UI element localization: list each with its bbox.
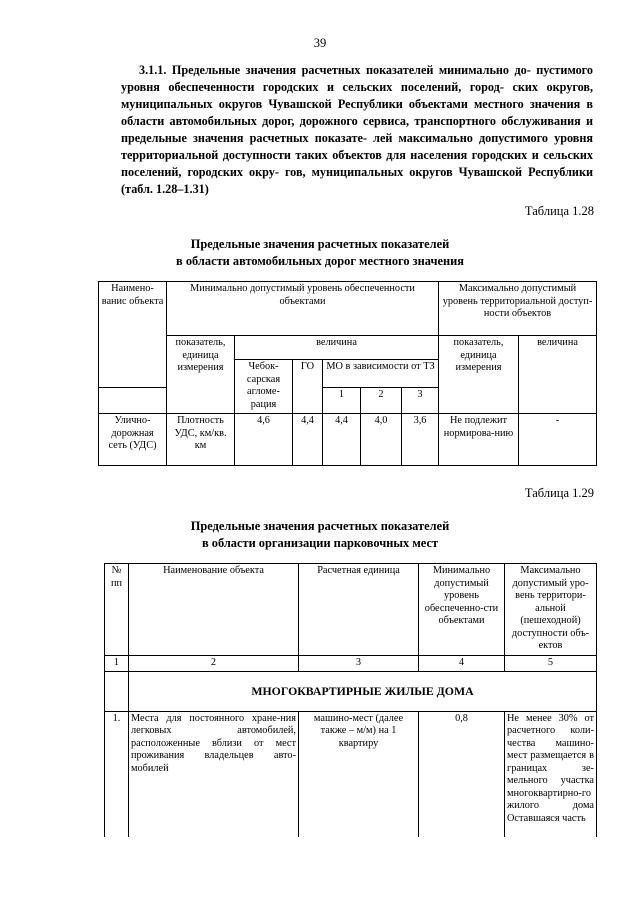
cell-number: 1. — [105, 711, 129, 837]
table-row — [99, 414, 597, 466]
column-index-1: 1 — [105, 656, 129, 672]
cell-unit: машино-мест (далее также – м/м) на 1 квартиру — [299, 711, 419, 837]
cell-max-value: - — [519, 414, 597, 466]
cell-tz-1: 4,4 — [323, 414, 361, 466]
cell-max: Не менее 30% от расчетного коли-чества машино-мест размещается в границах зе-мельного участка многоквартирно-го жилого дома Оставшаяся часть — [505, 711, 597, 837]
header-max-level: Максимально допустимый уровень территориальной доступ-ности объектов — [439, 282, 597, 336]
header-unit: Расчетная единица — [299, 564, 419, 656]
column-index-2: 2 — [129, 656, 299, 672]
header-min-level: Минимально допустимый уровень обеспеченности объектами — [167, 282, 439, 336]
table-1-29 — [104, 563, 597, 837]
cell-name: Места для постоянного хране-ния легковых автомобилей, расположенные вблизи от мест проживания владельцев авто-мобилей — [129, 711, 299, 837]
header-object-cont — [99, 388, 167, 414]
table-caption-1-28: Таблица 1.28 — [524, 204, 594, 218]
header-value: величина — [235, 336, 439, 360]
table-row — [105, 711, 597, 837]
cell-object: Улично-дорожная сеть (УДС) — [99, 414, 167, 466]
cell-cheboksary: 4,6 — [235, 414, 293, 466]
column-index-4: 4 — [419, 656, 505, 672]
header-go: ГО — [293, 360, 323, 414]
header-indicator-max: показатель, единица измерения — [439, 336, 519, 414]
column-index-5: 5 — [505, 656, 597, 672]
header-value-max: величина — [519, 336, 597, 414]
header-min-level: Минимально допустимый уровень обеспеченно-сти объектами — [419, 564, 505, 656]
header-tz-2: 2 — [361, 388, 402, 414]
section-title: МНОГОКВАРТИРНЫЕ ЖИЛЫЕ ДОМА — [129, 671, 597, 711]
table-title-1-29: Предельные значения расчетных показателей в области организации парковочных мест — [190, 519, 450, 550]
header-name: Наименование объекта — [129, 564, 299, 656]
header-tz-1: 1 — [323, 388, 361, 414]
table-title-1-28: Предельные значения расчетных показателей в области автомобильных дорог местного значения — [176, 237, 464, 268]
header-max-level: Максимально допустимый уро-вень территори-альной (пешеходной) доступности объ-ектов — [505, 564, 597, 656]
cell-indicator: Плотность УДС, км/кв. км — [167, 414, 235, 466]
cell-tz-2: 4,0 — [361, 414, 402, 466]
section-number-cell — [105, 671, 129, 711]
header-object: Наимено-ванис объекта — [99, 282, 167, 388]
table-1-28 — [98, 281, 597, 466]
header-indicator: показатель, единица измерения — [167, 336, 235, 414]
header-cheboksary: Чебок-сарская агломе-рация — [235, 360, 293, 414]
page-number: 39 — [313, 36, 327, 50]
header-number: № пп — [105, 564, 129, 656]
header-tz-3: 3 — [402, 388, 439, 414]
section-heading-text: 3.1.1. Предельные значения расчетных показателей минимально до- пустимого уровня обеспеченности городских и сельских поселений, город- ских округов, муниципальных округов Чувашской Республики объектами местного значения в области автомобильных дорог, дорожного сервиса, транспортного обслуживания и предельные значения расчетных показате- лей максимально допустимого уровня территориальной доступности таких объектов для населения городских и сельских поселений, городских окру- гов, муниципальных округов Чувашской Республики (табл. 1.28–1.31) — [121, 63, 594, 196]
cell-tz-3: 3,6 — [402, 414, 439, 466]
cell-max-indicator: Не подлежит нормирова-нию — [439, 414, 519, 466]
cell-min: 0,8 — [419, 711, 505, 837]
cell-go: 4,4 — [293, 414, 323, 466]
header-mo: МО в зависимости от ТЗ — [323, 360, 439, 388]
column-index-3: 3 — [299, 656, 419, 672]
section-heading — [121, 62, 593, 198]
table-caption-1-29: Таблица 1.29 — [524, 486, 594, 500]
